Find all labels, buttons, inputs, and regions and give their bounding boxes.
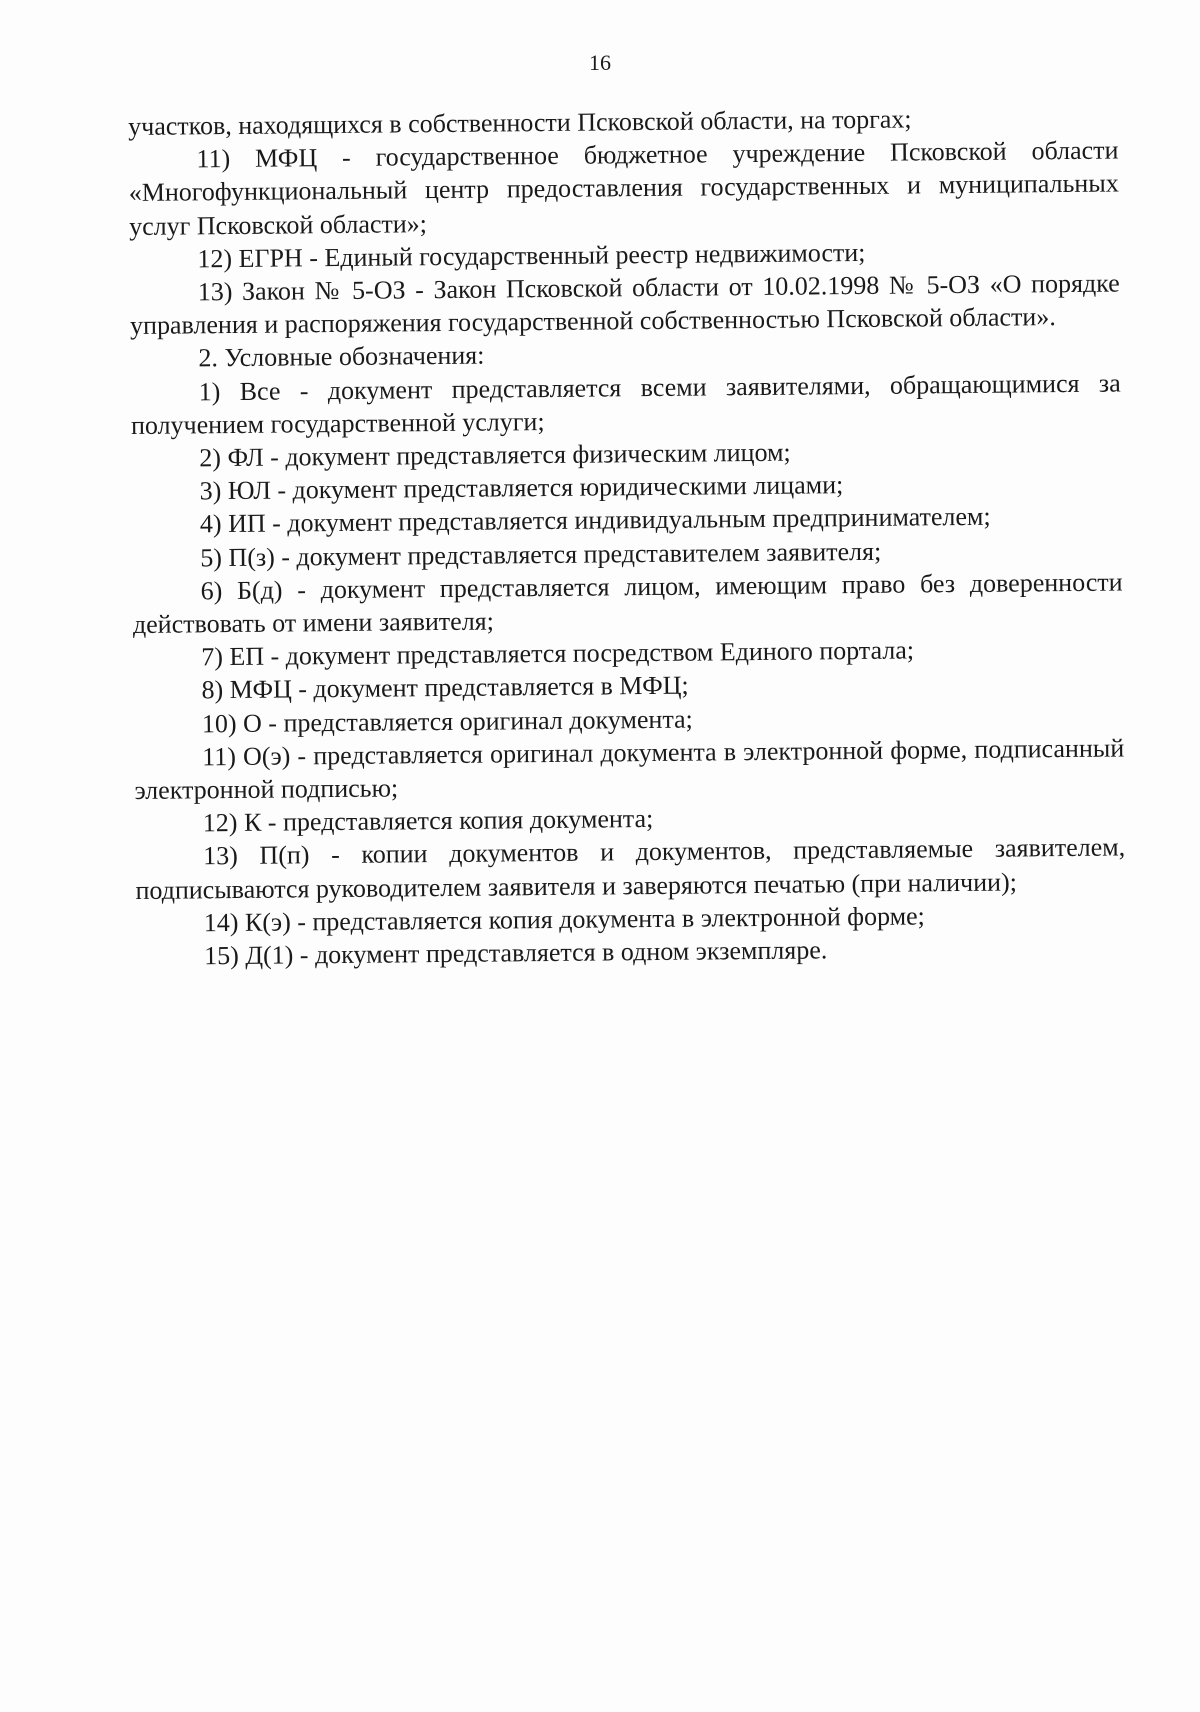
legend-item: 13) П(п) - копии документов и документов, представляемые заявителем, подписываются руководителем заявителя и заверяются печатью (при наличии); bbox=[135, 832, 1126, 905]
legend-item: 7) ЕП - документ представляется посредством Единого портала; bbox=[201, 635, 915, 672]
legend-item: 4) ИП - документ представляется индивидуальным предпринимателем; bbox=[199, 502, 991, 539]
legend-item: 10) О - представляется оригинал документа; bbox=[201, 704, 693, 738]
legend-item: 8) МФЦ - документ представляется в МФЦ; bbox=[201, 671, 689, 705]
legend-item: 6) Б(д) - документ представляется лицом, имеющим право без доверенности действовать от имени заявителя; bbox=[132, 567, 1123, 640]
legend-item: 15) Д(1) - документ представляется в одном экземпляре. bbox=[203, 935, 828, 971]
paragraph-continuation: участков, находящихся в собственности Псковской области, на торгах; bbox=[128, 104, 912, 141]
paragraph-mfc-definition: 11) МФЦ - государственное бюджетное учреждение Псковской области «Многофункциональный центр предоставления государственных и муниципальных услуг Псковской области»; bbox=[128, 135, 1119, 241]
legend-item: 12) К - представляется копия документа; bbox=[202, 804, 654, 838]
section-heading-legend: 2. Условные обозначения: bbox=[198, 341, 485, 373]
paragraph-law-definition: 13) Закон № 5-ОЗ - Закон Псковской области от 10.02.1998 № 5-ОЗ «О порядке управления и распоряжения государственной собственностью Псковской области». bbox=[129, 268, 1120, 341]
document-body bbox=[128, 100, 1126, 973]
page-number: 16 bbox=[589, 50, 611, 75]
legend-item: 1) Все - документ представляется всеми заявителями, обращающимися за получением государственной услуги; bbox=[130, 368, 1121, 440]
legend-item: 11) О(э) - представляется оригинал документа в электронной форме, подписанный электронной подписью; bbox=[134, 733, 1125, 806]
legend-item: 3) ЮЛ - документ представляется юридическими лицами; bbox=[199, 470, 844, 506]
paragraph-egrn-definition: 12) ЕГРН - Единый государственный реестр недвижимости; bbox=[197, 237, 866, 274]
legend-item: 2) ФЛ - документ представляется физическим лицом; bbox=[199, 437, 791, 473]
legend-item: 5) П(з) - документ представляется представителем заявителя; bbox=[200, 536, 882, 572]
legend-item: 14) К(э) - представляется копия документа в электронной форме; bbox=[203, 901, 925, 938]
